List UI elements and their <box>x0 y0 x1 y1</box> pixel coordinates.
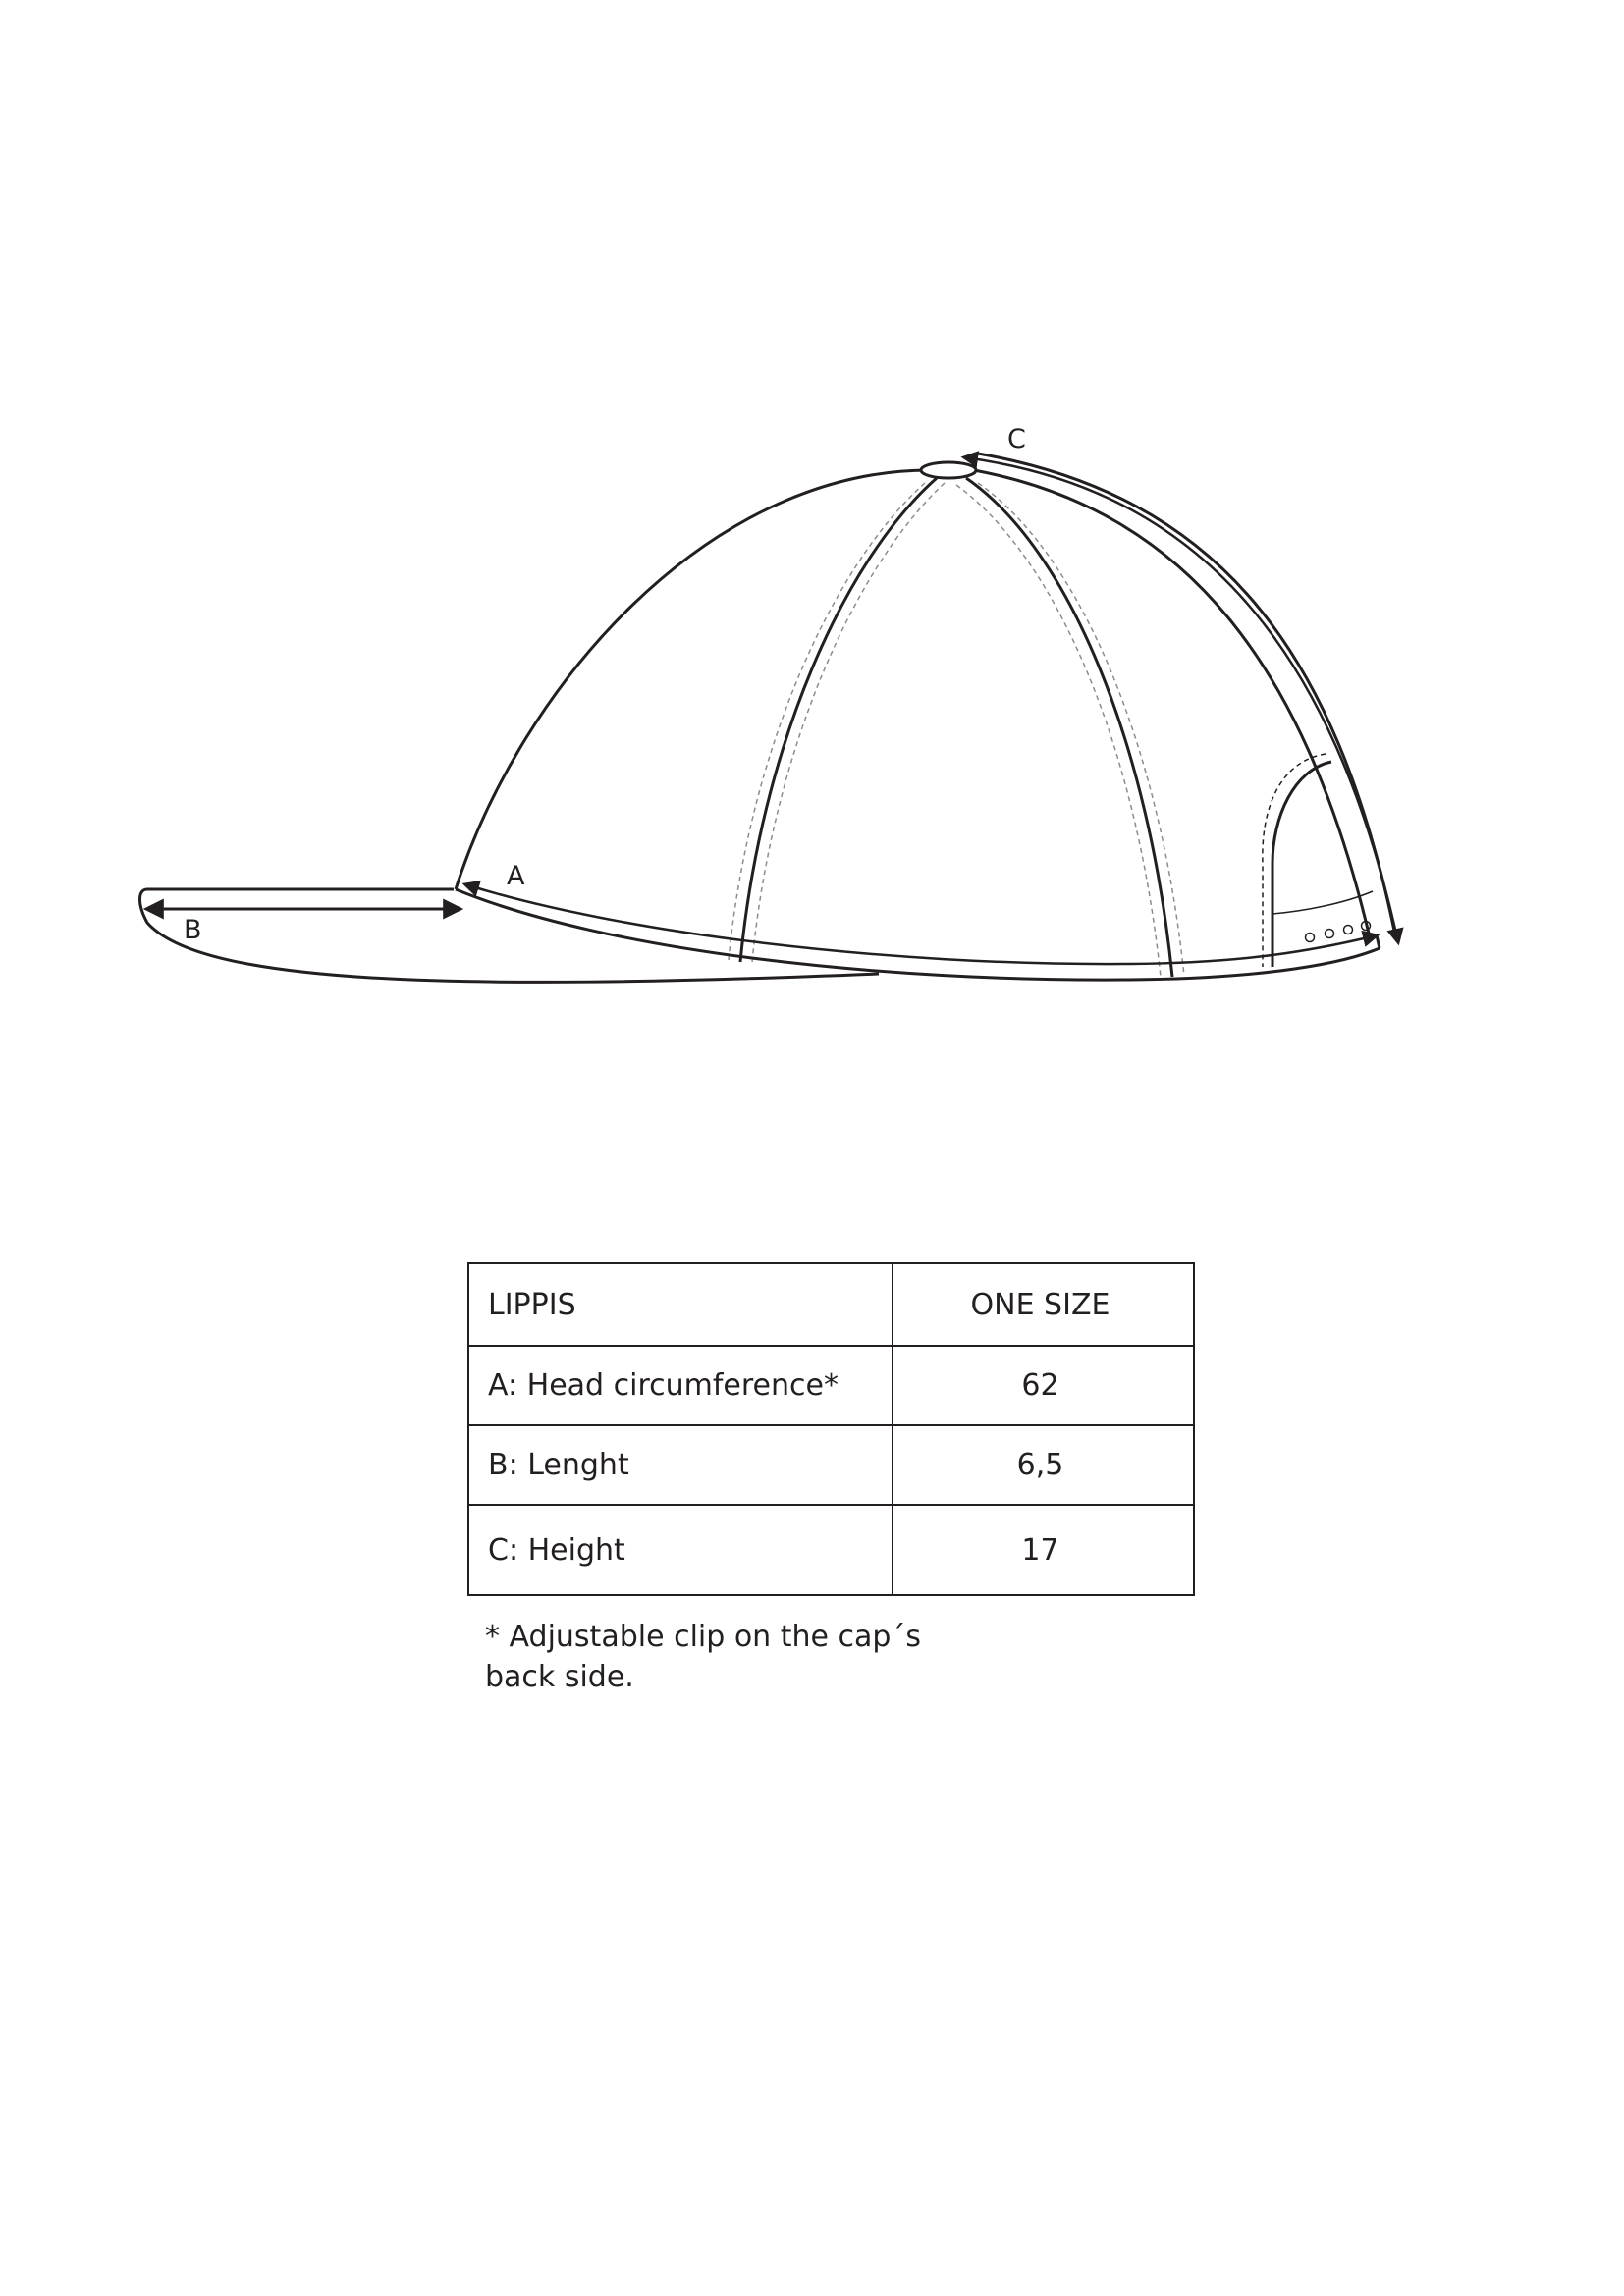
band-c-outer <box>978 454 1394 931</box>
front-seam-stitch-inner <box>729 483 925 960</box>
table-header-row <box>468 1263 1194 1346</box>
header-product-name: LIPPIS <box>468 1263 893 1346</box>
table-row <box>468 1505 1194 1595</box>
rear-seam <box>966 478 1172 977</box>
header-size: ONE SIZE <box>893 1263 1194 1346</box>
row-value: 17 <box>893 1505 1194 1595</box>
rear-seam-stitch-inner <box>978 483 1184 976</box>
row-value: 62 <box>893 1346 1194 1425</box>
strap-hole-icon <box>1344 926 1353 934</box>
label-a: A <box>507 861 525 891</box>
cap-crown <box>456 470 928 889</box>
cap-diagram <box>0 0 1624 1080</box>
cap-brim <box>140 889 880 982</box>
strap-hole-icon <box>1306 934 1315 942</box>
label-b: B <box>184 915 202 945</box>
band-a-outer <box>456 889 1380 980</box>
cap-crown-back <box>974 470 1370 937</box>
row-label: A: Head circumference* <box>468 1346 893 1425</box>
row-label: C: Height <box>468 1505 893 1595</box>
table-row <box>468 1346 1194 1425</box>
label-c: C <box>1007 424 1026 454</box>
size-table <box>467 1262 1195 1596</box>
front-seam <box>740 478 937 962</box>
band-a-end <box>1377 935 1380 948</box>
strap-hole-icon <box>1326 930 1334 938</box>
footnote-line-1: * Adjustable clip on the cap´s <box>485 1620 922 1654</box>
footnote-line-2: back side. <box>485 1660 634 1694</box>
row-label: B: Lenght <box>468 1425 893 1505</box>
footnote <box>485 1617 956 1697</box>
cap-top-button <box>921 462 976 478</box>
rear-seam-stitch-outer <box>956 485 1161 977</box>
front-seam-stitch-outer <box>752 483 945 962</box>
table-row <box>468 1425 1194 1505</box>
band-a-inner <box>465 884 1377 964</box>
back-opening <box>1272 762 1331 967</box>
row-value: 6,5 <box>893 1425 1194 1505</box>
band-c-arrow <box>964 457 1398 942</box>
